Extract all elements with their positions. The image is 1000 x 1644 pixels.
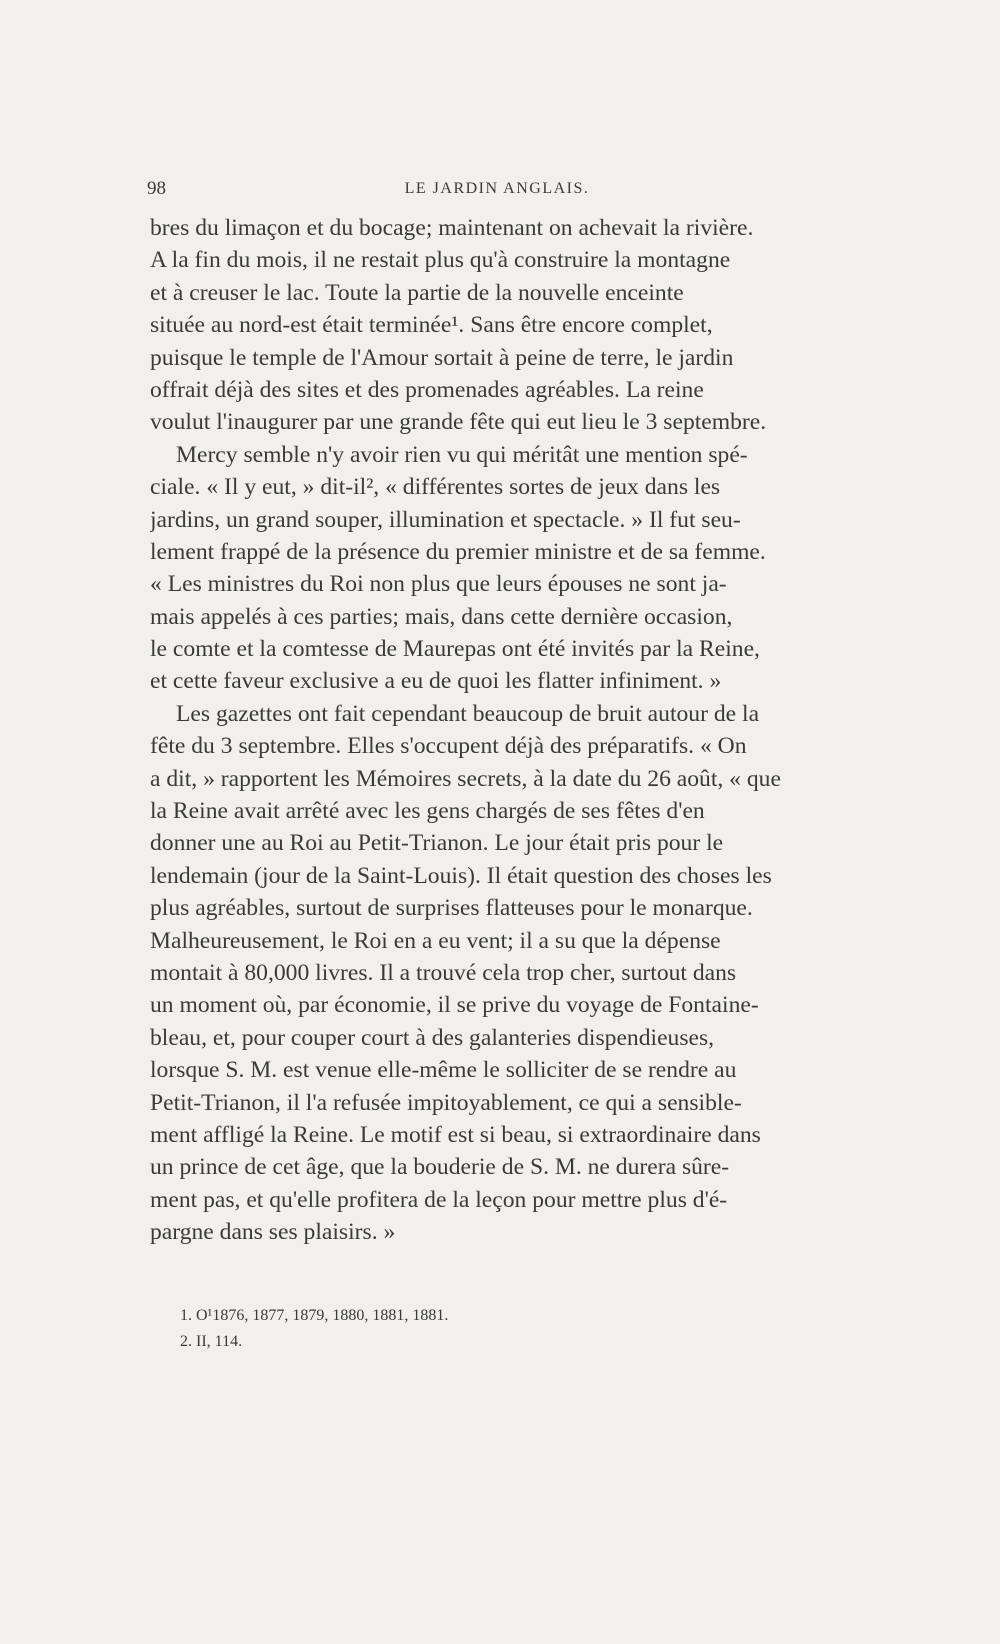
text-line: bleau, et, pour couper court à des galanteries dispendieuses, — [150, 1024, 715, 1051]
text-line: et à creuser le lac. Toute la partie de la nouvelle enceinte — [150, 279, 684, 306]
text-line: et cette faveur exclusive a eu de quoi les flatter infiniment. » — [150, 668, 722, 695]
text-line: montait à 80,000 livres. Il a trouvé cela trop cher, surtout dans — [150, 959, 737, 986]
text-line: puisque le temple de l'Amour sortait à peine de terre, le jardin — [150, 344, 734, 371]
text-line: ciale. « Il y eut, » dit-il², « différentes sortes de jeux dans les — [150, 474, 721, 501]
text-line: jardins, un grand souper, illumination et spectacle. » Il fut seu- — [150, 506, 741, 533]
text-line: pargne dans ses plaisirs. » — [150, 1219, 396, 1246]
text-line: un prince de cet âge, que la bouderie de S. M. ne durera sûre- — [150, 1154, 730, 1181]
body-text — [150, 212, 845, 1249]
text-line: le comte et la comtesse de Maurepas ont été invités par la Reine, — [150, 636, 760, 663]
page-number: 98 — [147, 178, 166, 199]
text-line: plus agréables, surtout de surprises flatteuses pour le monarque. — [150, 895, 753, 922]
text-line: offrait déjà des sites et des promenades agréables. La reine — [150, 376, 704, 403]
text-line: donner une au Roi au Petit-Trianon. Le jour était pris pour le — [150, 830, 724, 857]
text-line: voulut l'inaugurer par une grande fête qui eut lieu le 3 septembre. — [150, 409, 767, 436]
text-line: Mercy semble n'y avoir rien vu qui méritât une mention spé- — [176, 441, 748, 468]
text-line: un moment où, par économie, il se prive du voyage de Fontaine- — [150, 992, 759, 1019]
text-line: A la fin du mois, il ne restait plus qu'à construire la montagne — [150, 247, 731, 274]
text-line: lement frappé de la présence du premier ministre et de sa femme. — [150, 538, 766, 565]
text-line: Petit-Trianon, il l'a refusée impitoyablement, ce qui a sensible- — [150, 1089, 742, 1116]
text-line: « Les ministres du Roi non plus que leurs épouses ne sont ja- — [150, 571, 727, 598]
footnote: 2. II, 114. — [180, 1333, 243, 1350]
text-line: Malheureusement, le Roi en a eu vent; il a su que la dépense — [150, 927, 721, 954]
text-line: Les gazettes ont fait cependant beaucoup de bruit autour de la — [176, 700, 760, 727]
running-title: LE JARDIN ANGLAIS. — [404, 180, 590, 197]
text-line: mais appelés à ces parties; mais, dans cette dernière occasion, — [150, 603, 733, 630]
page-header — [147, 178, 847, 208]
text-line: ment affligé la Reine. Le motif est si beau, si extraordinaire dans — [150, 1121, 761, 1148]
footnote: 1. O¹1876, 1877, 1879, 1880, 1881, 1881. — [180, 1307, 449, 1324]
text-line: fête du 3 septembre. Elles s'occupent déjà des préparatifs. « On — [150, 733, 747, 760]
text-line: lorsque S. M. est venue elle-même le solliciter de se rendre au — [150, 1057, 737, 1084]
text-line: lendemain (jour de la Saint-Louis). Il était question des choses les — [150, 862, 772, 889]
text-line: située au nord-est était terminée¹. Sans être encore complet, — [150, 312, 713, 339]
text-line: bres du limaçon et du bocage; maintenant on achevait la rivière. — [150, 215, 754, 241]
text-line: a dit, » rapportent les Mémoires secrets, à la date du 26 août, « que — [150, 765, 781, 792]
text-line: ment pas, et qu'elle profitera de la leçon pour mettre plus d'é- — [150, 1186, 728, 1213]
text-line: la Reine avait arrêté avec les gens chargés de ses fêtes d'en — [150, 798, 705, 825]
footnotes — [180, 1303, 780, 1355]
